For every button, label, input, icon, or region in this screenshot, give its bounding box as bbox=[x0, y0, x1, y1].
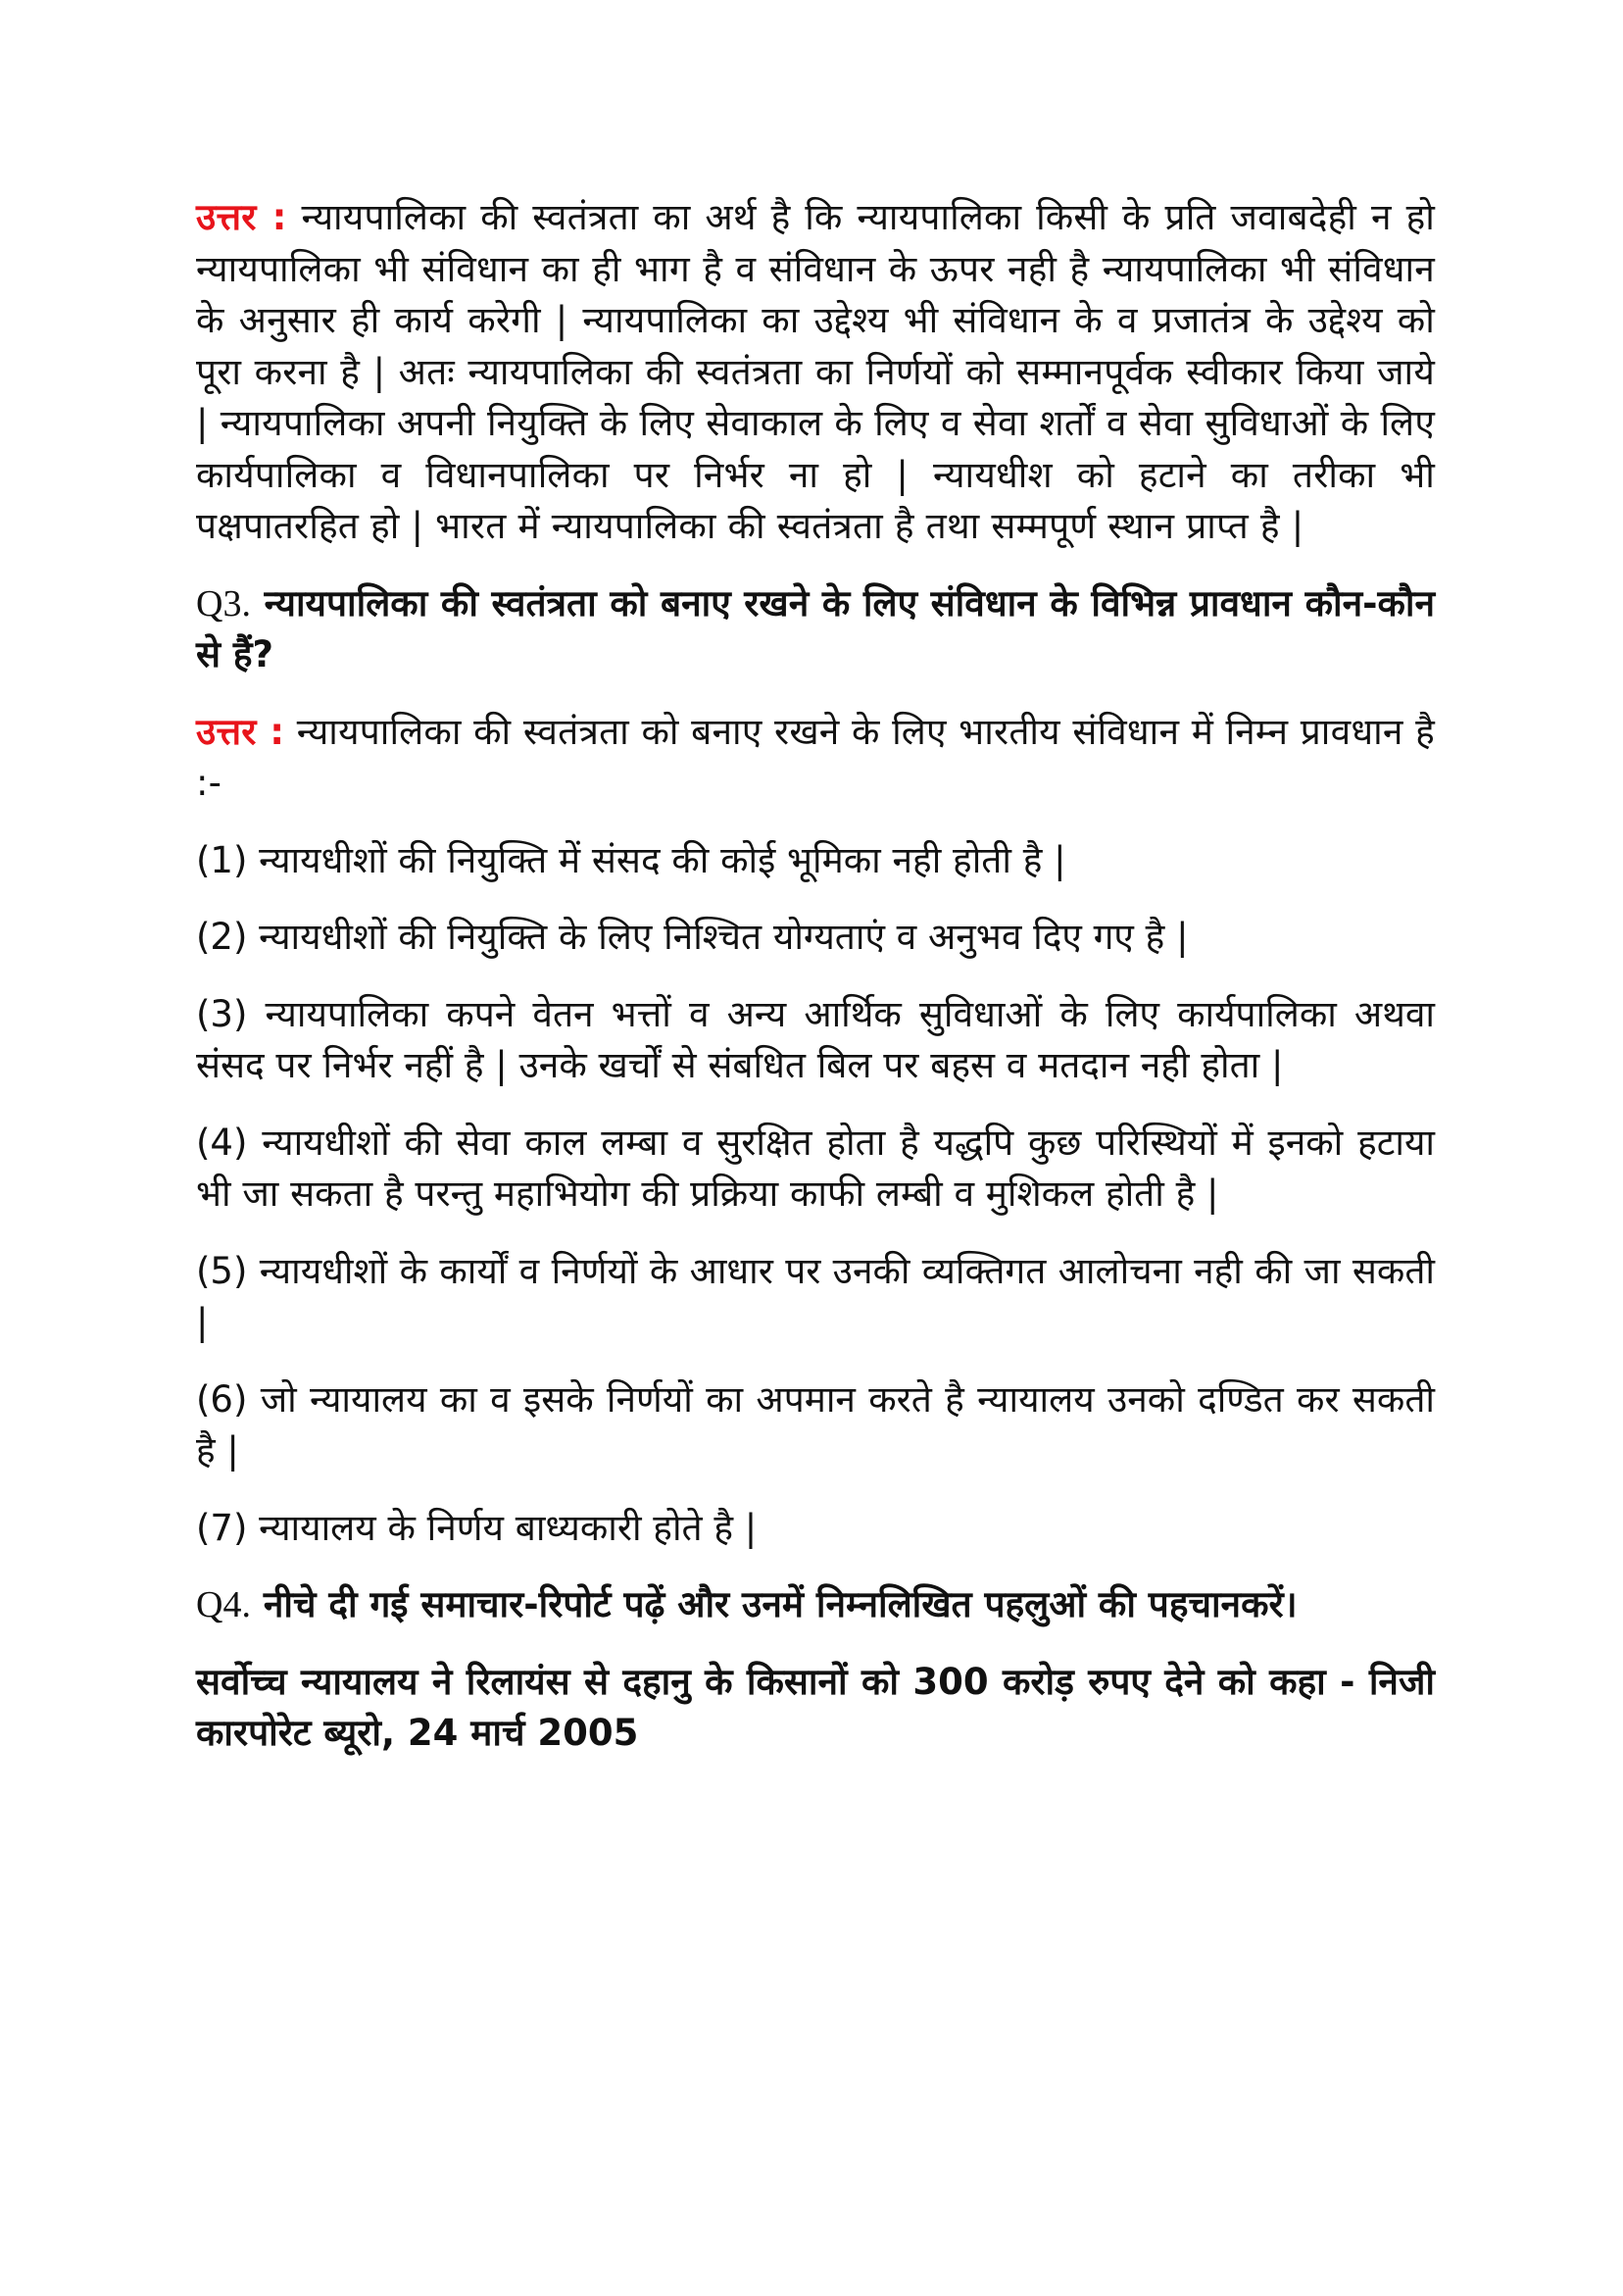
question-q4 bbox=[196, 1579, 1435, 1631]
provision-item-5: (5) न्यायधीशों के कार्यों व निर्णयों के आधार पर उनकी व्यक्तिगत आलोचना नही की जा सकती | bbox=[196, 1249, 1435, 1343]
q3-answer-intro bbox=[196, 707, 1435, 810]
answer-label: उत्तर : bbox=[196, 710, 285, 753]
answer-label: उत्तर : bbox=[196, 196, 287, 238]
question-q3 bbox=[196, 578, 1435, 681]
answer-text: न्यायपालिका की स्वतंत्रता को बनाए रखने के लिए भारतीय संविधान में निम्न प्रावधान है :- bbox=[196, 710, 1435, 804]
provision-item-6: (6) जो न्यायालय का व इसके निर्णयों का अपमान करते है न्यायालय उनको दण्डित कर सकती है | bbox=[196, 1377, 1435, 1472]
provision-item-7: (7) न्यायालय के निर्णय बाध्यकारी होते है | bbox=[196, 1506, 758, 1549]
question-text: न्यायपालिका की स्वतंत्रता को बनाए रखने के लिए संविधान के विभिन्न प्रावधान कौन-कौन से हैं? bbox=[196, 581, 1435, 675]
document-page bbox=[196, 192, 1435, 1760]
news-headline: सर्वोच्च न्यायालय ने रिलायंस से दहानु के किसानों को 300 करोड़ रुपए देने को कहा - निजी कारपोरेट ब्यूरो, 24 मार्च 2005 bbox=[196, 1660, 1435, 1754]
question-number: Q3. bbox=[196, 582, 251, 624]
provision-item-3: (3) न्यायपालिका कपने वेतन भत्तों व अन्य आर्थिक सुविधाओं के लिए कार्यपालिका अथवा संसद पर निर्भर नहीं है | उनके खर्चों से संबधित बिल पर बहस व मतदान नही होता | bbox=[196, 992, 1435, 1086]
question-number: Q4. bbox=[196, 1584, 251, 1625]
provision-item-4: (4) न्यायधीशों की सेवा काल लम्बा व सुरक्षित होता है यद्धपि कुछ परिस्थियों में इनको हटाया भी जा सकता है परन्तु महाभियोग की प्रक्रिया काफी लम्बी व मुशिकल होती है | bbox=[196, 1121, 1435, 1215]
answer-text: न्यायपालिका की स्वतंत्रता का अर्थ है कि न्यायपालिका किसी के प्रति जवाबदेही न हो न्यायपालिका भी संविधान का ही भाग है व संविधान के ऊपर नही है न्यायपालिका भी संविधान के अनुसार ही कार्य करेगी | न्यायपालिका का उद्देश्य भी संविधान के व प्रजातंत्र के उद्देश्य को पूरा करना है | अतः न्यायपालिका की स्वतंत्रता का निर्णयों को सम्मानपूर्वक स्वीकार किया जाये | न्यायपालिका अपनी नियुक्ति के लिए सेवाकाल के लिए व सेवा शर्तों व सेवा सुविधाओं के लिए कार्यपालिका व विधानपालिका पर निर्भर ना हो | न्यायधीश को हटाने का तरीका भी पक्षपातरहित हो | भारत में न्यायपालिका की स्वतंत्रता है तथा सम्मपूर्ण स्थान प्राप्त है | bbox=[196, 196, 1436, 547]
q2-answer-paragraph bbox=[196, 192, 1435, 553]
question-text: नीचे दी गई समाचार-रिपोर्ट पढ़ें और उनमें निम्नलिखित पहलुओं की पहचानकरें। bbox=[263, 1583, 1298, 1625]
provision-item-2: (2) न्यायधीशों की नियुक्ति के लिए निश्चित योग्यताएं व अनुभव दिए गए है | bbox=[196, 916, 1189, 958]
provision-item-1: (1) न्यायधीशों की नियुक्ति में संसद की कोई भूमिका नही होती है | bbox=[196, 838, 1066, 881]
